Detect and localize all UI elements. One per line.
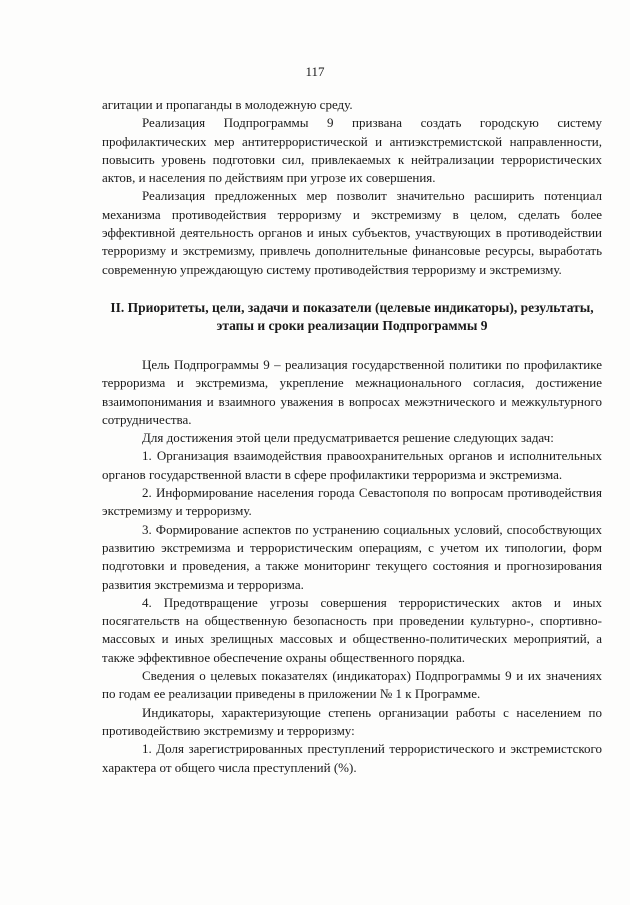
- paragraph: Цель Подпрограммы 9 – реализация государственной политики по профилактике терроризма и экстремизма, укрепление межнационального согласия, достижение взаимопонимания и взаимного уважения в вопросах межэтнического и межкультурного сотрудничества.: [102, 356, 602, 427]
- list-item: 2. Информирование населения города Севастополя по вопросам противодействия экстремизму и терроризму.: [102, 485, 602, 519]
- page-number: 117: [305, 64, 325, 79]
- paragraph: агитации и пропаганды в молодежную среду.: [102, 97, 353, 112]
- list-item: 1. Доля зарегистрированных преступлений террористического и экстремистского характера от общего числа преступлений (%).: [102, 741, 602, 775]
- paragraph: Реализация Подпрограммы 9 призвана создать городскую систему профилактических мер антитеррористической и антиэкстремистской направленности, повысить уровень подготовки сил, привлекаемых к нейтрализации террористических актов, и населения по действиям при угрозе их совершения.: [102, 115, 602, 186]
- paragraph: Реализация предложенных мер позволит значительно расширить потенциал механизма противодействия терроризму и экстремизму в целом, сделать более эффективной деятельность органов и иных субъектов, участвующих в противодействии терроризму и экстремизму, привлечь дополнительные финансовые ресурсы, выработать современную упреждающую систему противодействия терроризму и экстремизму.: [102, 188, 602, 277]
- list-item: 4. Предотвращение угрозы совершения террористических актов и иных посягательств на общественную безопасность при проведении культурно-, спортивно-массовых и иных зрелищных массовых и общественно-политических мероприятий, а также эффективное обеспечение охраны общественного порядка.: [102, 594, 602, 665]
- paragraph: Сведения о целевых показателях (индикаторах) Подпрограммы 9 и их значениях по годам ее реализации приведены в приложении № 1 к Программе.: [102, 668, 602, 702]
- section-heading: II. Приоритеты, цели, задачи и показатели (целевые индикаторы), результаты, этапы и сроки реализации Подпрограммы 9: [110, 299, 594, 334]
- list-item: 1. Организация взаимодействия правоохранительных органов и исполнительных органов государственной власти в сфере профилактики терроризма и экстремизма.: [102, 448, 602, 482]
- page-body: [102, 96, 602, 777]
- paragraph: Для достижения этой цели предусматривается решение следующих задач:: [142, 430, 554, 446]
- list-item: 3. Формирование аспектов по устранению социальных условий, способствующих развитию экстремизма и террористическим операциям, с учетом их типологии, форм подготовки и проведения, а также мониторинг текущего состояния и прогнозирования развития экстремизма и терроризма.: [102, 521, 602, 592]
- paragraph: Индикаторы, характеризующие степень организации работы с населением по противодействию экстремизму и терроризму:: [102, 704, 602, 738]
